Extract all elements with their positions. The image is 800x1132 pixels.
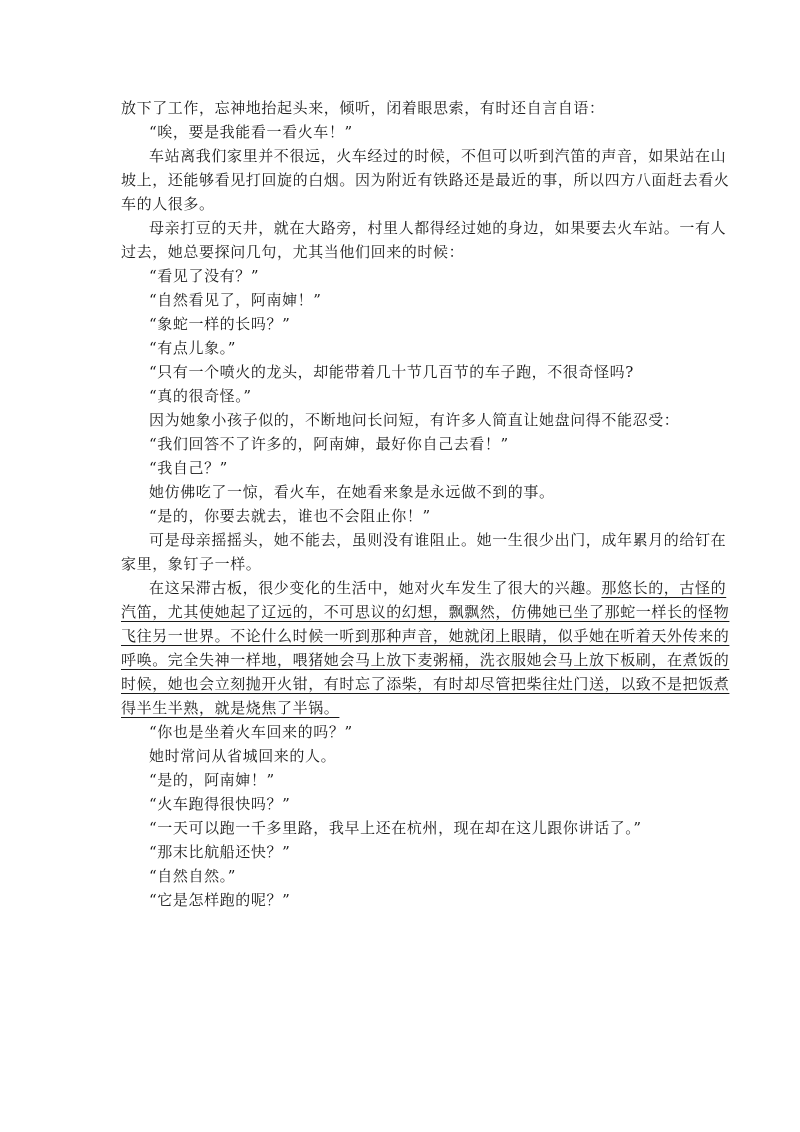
- text-line: 车站离我们家里并不很远，火车经过的时候，不但可以听到汽笛的声音，如果站在山: [149, 147, 727, 165]
- text-line: 车的人很多。: [121, 195, 215, 213]
- underlined-line: [121, 696, 681, 720]
- text-line: “看见了没有？”: [149, 267, 260, 285]
- underlined-text: 得半生半熟，就是烧焦了半锅。: [121, 699, 340, 717]
- text-line: “我们回答不了许多的，阿南婶，最好你自己去看！”: [149, 435, 509, 453]
- text-line: “只有一个喷火的龙头，却能带着几十节几百节的车子跑，不很奇怪吗?: [149, 363, 634, 381]
- text-line: 可是母亲摇摇头，她不能去，虽则没有谁阻止。她一生很少出门，成年累月的给钉在: [149, 531, 727, 549]
- text-line: “真的很奇怪。”: [149, 387, 252, 405]
- text-line: 她仿佛吃了一惊，看火车，在她看来象是永远做不到的事。: [149, 483, 555, 501]
- text-line: “象蛇一样的长吗？”: [149, 315, 291, 333]
- text-line: 家里，象钉子一样。: [121, 555, 262, 573]
- plain-text: 在这呆滞古板，很少变化的生活中，她对火车发生了很大的兴趣。: [149, 579, 602, 597]
- underlined-text: 时候，她也会立刻抛开火钳，有时忘了添柴，有时却尽管把柴往灶门送，以致不是把饭煮: [121, 675, 730, 693]
- text-line: “有点儿象。”: [149, 339, 237, 357]
- underlined-line: [121, 648, 730, 672]
- underlined-text: 呼唤。完全失神一样地，喂猪她会马上放下麦粥桶，洗衣服她会马上放下板刷，在煮饭的: [121, 651, 730, 669]
- text-line: 因为她象小孩子似的，不断地问长问短，有许多人简直让她盘问得不能忍受：: [149, 411, 680, 429]
- underlined-line: [121, 672, 730, 696]
- underlined-line: [121, 600, 730, 624]
- underlined-text: 汽笛，尤其使她起了辽远的，不可思议的幻想，飘飘然，仿佛她已坐了那蛇一样长的怪物: [121, 603, 730, 621]
- underlined-text: 飞往另一世界。不论什么时候一听到那种声音，她就闭上眼睛，似乎她在听着天外传来的: [121, 627, 730, 645]
- text-line: “唉，要是我能看一看火车！”: [149, 123, 353, 141]
- text-line: “它是怎样跑的呢？”: [149, 891, 291, 909]
- text-line: “是的，阿南婶！”: [149, 771, 275, 789]
- text-line: “你也是坐着火车回来的吗？”: [149, 723, 353, 741]
- text-line: “那末比航船还快？”: [149, 843, 291, 861]
- underlined-line: [121, 624, 730, 648]
- text-line: 放下了工作，忘神地抬起头来，倾听，闭着眼思索，有时还自言自语：: [121, 99, 605, 117]
- underlined-paragraph-start: [121, 576, 727, 600]
- text-line: 她时常问从省城回来的人。: [149, 747, 337, 765]
- text-line: “火车跑得很快吗？”: [149, 795, 291, 813]
- text-line: “是的，你要去就去，谁也不会阻止你！”: [149, 507, 431, 525]
- text-line: 过去，她总要探问几句，尤其当他们回来的时候：: [121, 243, 465, 261]
- text-line: “自然看见了，阿南婶！”: [149, 291, 322, 309]
- text-line: 坡上，还能够看见打回旋的白烟。因为附近有铁路还是最近的事，所以四方八面赶去看火: [121, 171, 730, 189]
- text-line: 母亲打豆的天井，就在大路旁，村里人都得经过她的身边，如果要去火车站。一有人: [149, 219, 727, 237]
- text-line: “自然自然。”: [149, 867, 237, 885]
- document-body: [121, 96, 730, 912]
- text-line: “一天可以跑一千多里路，我早上还在杭州，现在却在这儿跟你讲话了。”: [149, 819, 642, 837]
- underlined-text: 那悠长的，古怪的: [601, 579, 727, 597]
- text-line: “我自己？”: [149, 459, 228, 477]
